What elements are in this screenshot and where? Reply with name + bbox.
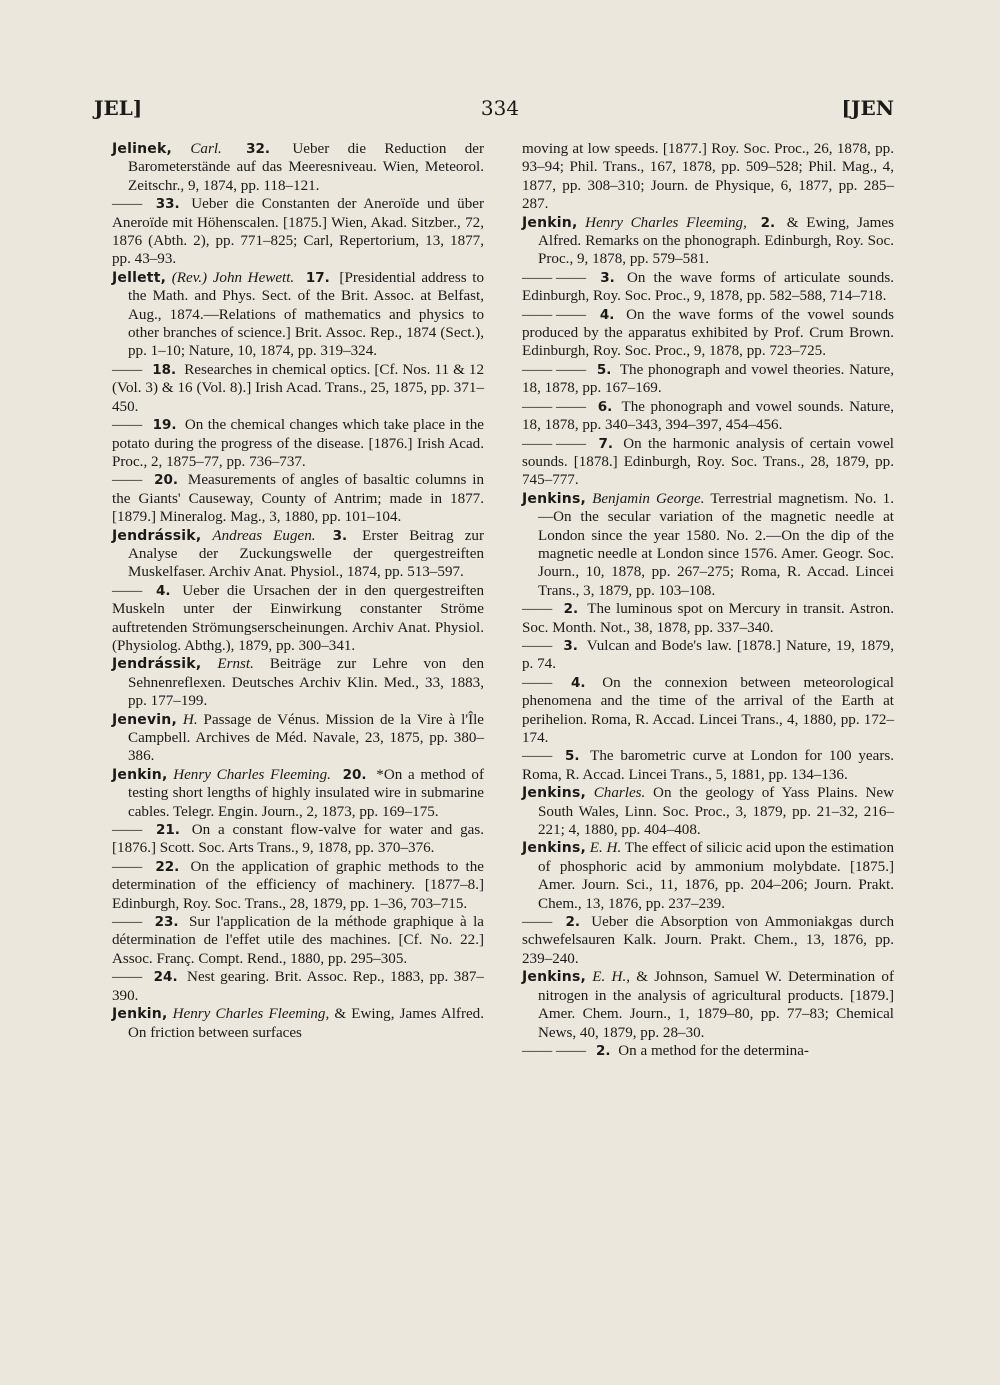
bibliography-entry — [112, 821, 484, 858]
author-given-name: E. H., — [592, 969, 630, 986]
entry-text: Ueber die Ursachen der in den quergestreiften Muskeln unter der Einwirkung constanter Ströme auftretenden Strömungserscheinungen. Archiv Anat. Physiol. (Physiolog. Abthg.), 1879, pp. 300–341. — [112, 582, 485, 654]
entry-number: 23. — [154, 914, 179, 931]
author-given-name: Andreas Eugen. — [212, 527, 316, 544]
entry-number: 2. — [760, 214, 776, 231]
entry-text: Vulcan and Bode's law. [1878.] Nature, 19, 1879, p. 74. — [522, 637, 894, 673]
author-name: Jendrássik, — [112, 527, 202, 544]
entry-text: [Presidential address to the Math. and Phys. Sect. of the Brit. Assoc. at Belfast, Aug., 1874.—Relations of mathematics and physics to other branches of science.] Brit. Assoc. Rep., 1874 (Sect.), pp. 1–10; Nature, 10, 1874, pp. 319–324. — [128, 269, 484, 360]
author-name: Jelinek, — [112, 141, 172, 157]
entry-number: 24. — [153, 969, 178, 986]
bibliography-entry — [522, 600, 894, 637]
entry-text: On the geology of Yass Plains. New South Wales, Linn. Soc. Proc., 3, 1879, pp. 21–32, 216–221; 4, 1880, pp. 404–408. — [538, 785, 894, 839]
entry-dash: —— —— — [522, 306, 587, 323]
entry-dash: —— — [522, 601, 553, 618]
entry-number: 6. — [597, 398, 613, 415]
entry-text: Ueber die Constanten der Aneroïde und über Aneroïde mit Höhenscalen. [1875.] Wien, Akad. Sitzber., 72, 1876 (Abth. 2), pp. 771–825; Carl, Repertorium, 13, 1877, pp. 43–93. — [112, 196, 484, 268]
bibliography-entry — [112, 269, 484, 361]
entry-text: moving at low speeds. [1877.] Roy. Soc. Proc., 26, 1878, pp. 93–94; Phil. Trans., 167, 1878, pp. 509–528; Phil. Mag., 4, 1877, pp. 308–310; Journ. de Physique, 6, 1877, pp. 285–287. — [522, 141, 894, 213]
bibliography-entry — [522, 140, 894, 214]
entry-dash: —— — [522, 748, 553, 765]
author-name: Jenevin, — [112, 711, 177, 728]
entry-number: 22. — [155, 858, 180, 875]
bibliography-entry — [522, 435, 894, 490]
bibliography-entry — [112, 582, 484, 656]
bibliography-entry — [522, 784, 894, 839]
entry-number: 4. — [570, 674, 586, 691]
entry-dash: —— — [112, 914, 143, 931]
entry-text: The phonograph and vowel sounds. Nature, 18, 1878, pp. 340–343, 394–397, 454–456. — [522, 398, 894, 434]
entry-dash: —— — [112, 858, 143, 875]
bibliography-entry — [522, 839, 894, 913]
entry-dash: —— —— — [522, 435, 587, 452]
bibliography-entry — [112, 968, 484, 1005]
author-given-name: Henry Charles Fleeming, — [172, 1006, 330, 1023]
entry-number: 20. — [342, 766, 367, 783]
page-number: 334 — [480, 96, 520, 120]
entry-dash: —— — [522, 674, 553, 691]
entry-text: The effect of silicic acid upon the estimation of phosphoric acid by ammonium molybdate. [1875.] Amer. Journ. Sci., 11, 1876, pp. 204–206; Journ. Prakt. Chem., 13, 1876, pp. 237–239. — [538, 840, 894, 912]
entry-number: 17. — [305, 269, 330, 286]
entry-text: Ueber die Reduction der Barometerstände auf das Meeresniveau. Wien, Meteorol. Zeitschr., 9, 1874, pp. 118–121. — [128, 141, 484, 194]
entry-dash: —— — [112, 417, 143, 434]
bibliography-entry — [112, 1005, 484, 1042]
author-given-name: Ernst. — [217, 656, 254, 673]
entry-text: On a method for the determina- — [618, 1042, 809, 1059]
entry-text: On the connexion between meteorological phenomena and the time of the arrival of the Earth at perihelion. Roma, R. Accad. Lincei Trans., 4, 1880, pp. 172–174. — [522, 674, 894, 746]
bibliography-entry — [522, 1042, 894, 1060]
author-given-name: (Rev.) John Hewett. — [171, 269, 295, 286]
bibliography-entry — [112, 471, 484, 526]
entry-text: *On a method of testing short lengths of highly insulated wire in submarine cables. Telegr. Engin. Journ., 2, 1873, pp. 169–175. — [128, 766, 484, 820]
bibliography-entry — [522, 968, 894, 1042]
bibliography-entry — [522, 269, 894, 306]
entry-text: On the chemical changes which take place in the potato during the progress of the disease. [1876.] Irish Acad. Proc., 2, 1875–77, pp. 736–737. — [112, 417, 484, 470]
entry-number: 20. — [154, 472, 179, 489]
bibliography-entry — [522, 913, 894, 968]
author-given-name: Benjamin George. — [592, 490, 705, 507]
entry-text: The phonograph and vowel theories. Nature, 18, 1878, pp. 167–169. — [522, 361, 894, 397]
entry-dash: —— —— — [522, 398, 587, 415]
entry-dash: —— —— — [522, 269, 587, 286]
bibliography-entry — [112, 416, 484, 471]
author-given-name: Charles. — [593, 785, 646, 802]
entry-dash: —— — [112, 472, 143, 489]
right-column — [522, 140, 894, 1060]
entry-number: 4. — [155, 582, 171, 599]
author-name: Jenkins, — [522, 969, 586, 986]
author-name: Jenkin, — [522, 214, 578, 231]
entry-dash: —— — [522, 914, 553, 931]
entry-dash: —— — [522, 637, 553, 654]
entry-number: 33. — [155, 196, 180, 213]
bibliography-entry — [112, 858, 484, 913]
running-head-right: [JEN — [841, 96, 894, 120]
entry-number: 3. — [332, 527, 348, 544]
entry-text: Erster Beitrag zur Analyse der Zuckungswelle der quergestreiften Muskelfaser. Archiv Anat. Physiol., 1874, pp. 513–597. — [128, 527, 484, 581]
entry-dash: —— — [112, 822, 143, 839]
bibliography-entry — [522, 214, 894, 269]
bibliography-entry — [522, 674, 894, 748]
entry-text: On the wave forms of articulate sounds. Edinburgh, Roy. Soc. Proc., 9, 1878, pp. 582–588, 714–718. — [522, 269, 895, 305]
entry-dash: —— — [112, 582, 143, 599]
entry-dash: —— — [112, 361, 143, 378]
entry-number: 32. — [246, 141, 271, 157]
entry-dash: —— — [112, 196, 143, 213]
bibliography-entry — [112, 655, 484, 710]
entry-text: Terrestrial magnetism. No. 1.—On the secular variation of the magnetic needle at London since the year 1580. No. 2.—On the dip of the magnetic needle at London since 1576. Amer. Geogr. Soc. Journ., 10, 1878, pp. 267–275; Roma, R. Accad. Lincei Trans., 3, 1879, pp. 103–108. — [538, 490, 894, 599]
entry-number: 21. — [156, 822, 180, 839]
entry-text: Ueber die Absorption von Ammoniakgas durch schwefelsauren Kalk. Journ. Prakt. Chem., 13, 1876, pp. 239–240. — [522, 914, 895, 967]
bibliography-entry — [112, 140, 484, 195]
bibliography-entry — [112, 195, 484, 269]
entry-text: On the wave forms of the vowel sounds produced by the apparatus exhibited by Prof. Crum Brown. Edinburgh, Roy. Soc. Proc., 9, 1878, pp. 723–725. — [522, 306, 894, 360]
author-name: Jenkin, — [112, 766, 168, 783]
entry-number: 2. — [565, 914, 580, 931]
bibliography-entry — [112, 527, 484, 582]
entry-number: 3. — [600, 269, 615, 286]
bibliography-entry — [112, 711, 484, 766]
entry-text: Researches in chemical optics. [Cf. Nos. 11 & 12 (Vol. 3) & 16 (Vol. 8).] Irish Acad. Trans., 25, 1875, pp. 371–450. — [112, 361, 484, 415]
bibliography-entry — [522, 306, 894, 361]
entry-text: Beiträge zur Lehre von den Sehnenreflexen. Deutsches Archiv Klin. Med., 33, 1883, pp. 177–199. — [128, 656, 484, 710]
entry-text: On a constant flow-valve for water and gas. [1876.] Scott. Soc. Arts Trans., 9, 1878, pp. 370–376. — [112, 822, 484, 857]
author-name: Jendrássik, — [112, 656, 202, 673]
entry-text: On the application of graphic methods to the determination of the efficiency of machinery. [1877–8.] Edinburgh, Roy. Soc. Trans., 28, 1879, pp. 1–36, 703–715. — [112, 858, 484, 912]
entry-dash: —— — [112, 969, 143, 986]
author-given-name: Henry Charles Fleeming. — [173, 766, 331, 783]
bibliography-entry — [522, 637, 894, 674]
bibliography-entry — [522, 747, 894, 784]
entry-number: 2. — [595, 1042, 611, 1059]
entry-number: 4. — [599, 306, 615, 323]
bibliography-entry — [522, 398, 894, 435]
running-head-left: JEL] — [94, 96, 143, 120]
entry-number: 7. — [598, 435, 613, 452]
entry-number: 3. — [563, 637, 578, 654]
bibliography-entry — [112, 361, 484, 416]
entry-text: Sur l'application de la méthode graphique à la détermination de l'effet utile des machines. [Cf. No. 22.] Assoc. Franç. Compt. Rend., 1880, pp. 295–305. — [112, 914, 484, 967]
author-given-name: H. — [182, 711, 198, 728]
entry-number: 19. — [152, 417, 177, 434]
author-name: Jenkins, — [522, 840, 586, 857]
entry-dash: —— —— — [522, 1042, 587, 1059]
entry-text: Measurements of angles of basaltic columns in the Giants' Causeway, County of Antrim; made in 1877. [1879.] Mineralog. Mag., 3, 1880, pp. 101–104. — [112, 472, 485, 526]
entry-text: & Ewing, James Alfred. On friction between surfaces — [128, 1006, 484, 1041]
entry-text: & Johnson, Samuel W. Determination of nitrogen in the analysis of agricultural products. [1879.] Amer. Chem. Journ., 1, 1879–80, pp. 77–83; Chemical News, 40, 1879, pp. 28–30. — [538, 969, 895, 1041]
bibliography-entry — [112, 766, 484, 821]
bibliography-entry — [522, 361, 894, 398]
entry-text: On the harmonic analysis of certain vowel sounds. [1878.] Edinburgh, Roy. Soc. Trans., 28, 1879, pp. 745–777. — [522, 435, 894, 489]
author-name: Jenkin, — [112, 1006, 168, 1023]
author-name: Jellett, — [112, 269, 167, 286]
entry-dash: —— —— — [522, 361, 587, 378]
entry-text: The barometric curve at London for 100 years. Roma, R. Accad. Lincei Trans., 5, 1881, pp. 134–136. — [522, 748, 894, 783]
entry-number: 18. — [152, 361, 177, 378]
entry-number: 5. — [596, 361, 612, 378]
left-column — [112, 140, 484, 1042]
author-given-name: E. H. — [589, 840, 622, 857]
author-given-name: Henry Charles Fleeming, — [585, 214, 747, 231]
entry-text: The luminous spot on Mercury in transit. Astron. Soc. Month. Not., 38, 1878, pp. 337–340. — [522, 601, 894, 636]
author-name: Jenkins, — [522, 785, 586, 802]
bibliography-entry — [112, 913, 484, 968]
entry-number: 5. — [565, 748, 580, 765]
bibliography-entry — [522, 490, 894, 600]
author-given-name: Carl. — [190, 141, 222, 157]
entry-text: & Ewing, James Alfred. Remarks on the phonograph. Edinburgh, Roy. Soc. Proc., 9, 1878, pp. 579–581. — [538, 214, 894, 268]
entry-text: Nest gearing. Brit. Assoc. Rep., 1883, pp. 387–390. — [112, 969, 484, 1004]
entry-text: Passage de Vénus. Mission de la Vire à l'Île Campbell. Archives de Méd. Navale, 23, 1875, pp. 380–386. — [128, 711, 485, 765]
entry-number: 2. — [563, 601, 579, 618]
author-name: Jenkins, — [522, 490, 586, 507]
